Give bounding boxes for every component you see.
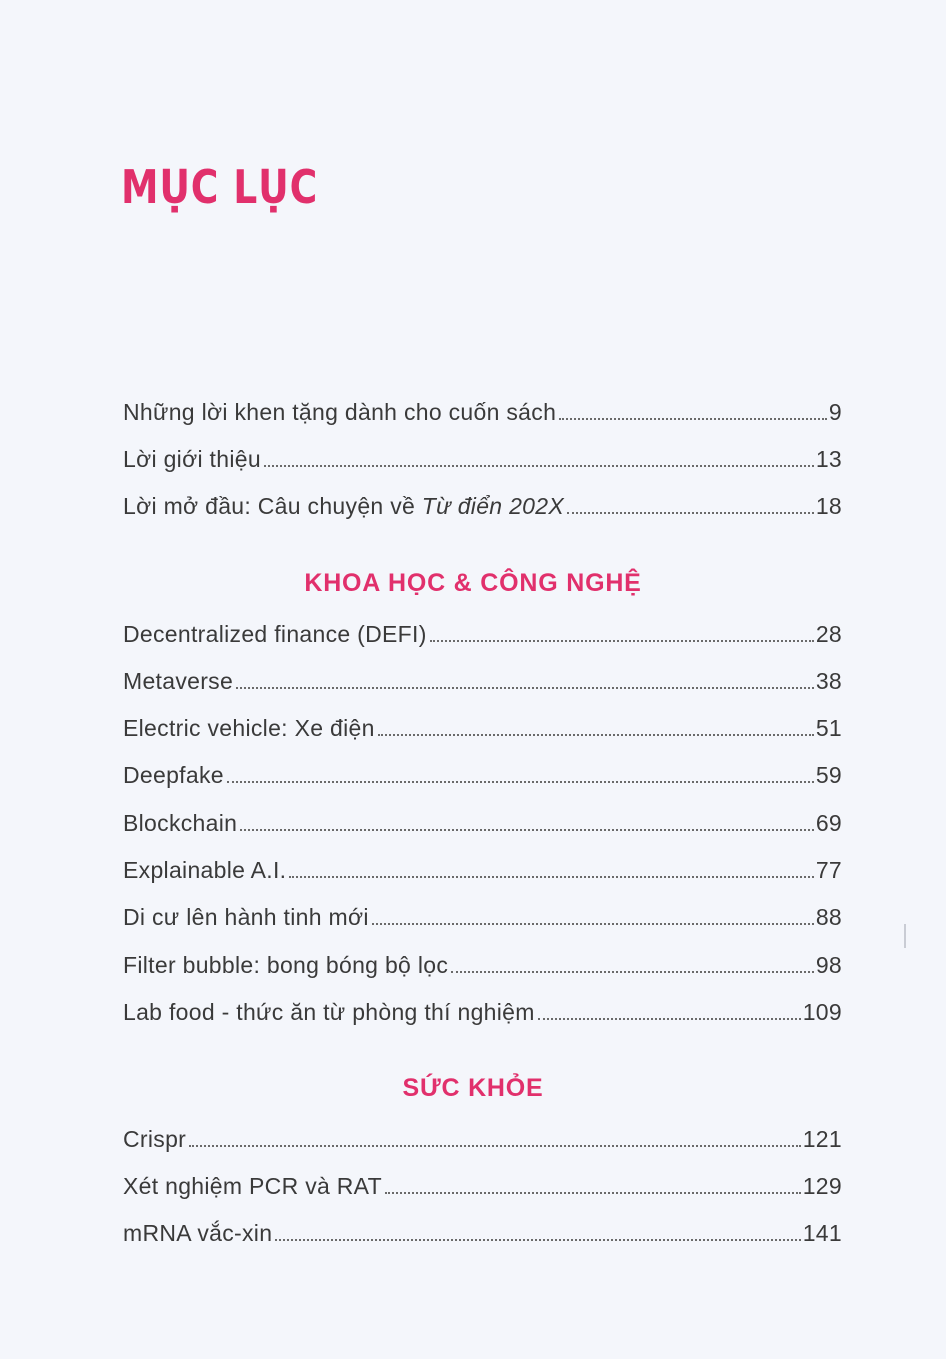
toc-entry[interactable] (123, 619, 842, 649)
toc-entry[interactable] (123, 760, 842, 790)
section-heading-health: SỨC KHỎE (402, 1074, 544, 1102)
toc-entry[interactable] (123, 1124, 842, 1154)
toc-entry-title: mRNA vắc-xin (123, 1220, 273, 1246)
toc-entry-title: Những lời khen tặng dành cho cuốn sách (123, 399, 557, 425)
toc-entry-title: Explainable A.I. (123, 857, 287, 883)
toc-page-number: 141 (802, 1220, 842, 1246)
dot-leader (385, 1192, 801, 1194)
toc-entry[interactable] (123, 950, 842, 980)
toc-page-number: 69 (815, 810, 842, 836)
toc-page-number: 88 (815, 904, 842, 930)
toc-entry-title: Electric vehicle: Xe điện (123, 715, 375, 741)
toc-entry-title: Blockchain (123, 810, 238, 836)
toc-entry-foreword[interactable] (123, 491, 842, 521)
dot-leader (430, 640, 814, 642)
scan-mark (904, 924, 906, 948)
toc-entry-title: Metaverse (123, 668, 234, 694)
dot-leader (538, 1018, 801, 1020)
dot-leader (289, 876, 813, 878)
toc-entry[interactable] (123, 902, 842, 932)
dot-leader (451, 971, 814, 973)
toc-entry-title (123, 491, 564, 521)
dot-leader (567, 512, 814, 514)
toc-page-number: 51 (815, 715, 842, 741)
toc-entry-title: Deepfake (123, 762, 224, 788)
dot-leader (372, 923, 814, 925)
toc-entry[interactable] (123, 808, 842, 838)
toc-entry-title-italic: Từ điển 202X (421, 493, 564, 519)
toc-entry-title: Lab food - thức ăn từ phòng thí nghiệm (123, 999, 535, 1025)
toc-entry-title: Di cư lên hành tinh mới (123, 904, 369, 930)
dot-leader (378, 734, 814, 736)
dot-leader (240, 829, 814, 831)
page-title: MỤC LỤC (121, 160, 319, 214)
dot-leader (189, 1145, 801, 1147)
toc-page-number: 129 (802, 1173, 842, 1199)
toc-page-number: 98 (815, 952, 842, 978)
toc-entry-title: Lời giới thiệu (123, 446, 261, 472)
toc-page-number: 9 (828, 399, 842, 425)
toc-entry-introduction[interactable] (123, 444, 842, 474)
toc-entry[interactable] (123, 1218, 842, 1248)
dot-leader (559, 418, 827, 420)
toc-entry-title: Decentralized finance (DEFI) (123, 621, 427, 647)
toc-page-number: 18 (815, 493, 842, 519)
toc-page-number: 121 (802, 1126, 842, 1152)
section-heading-science-technology: KHOA HỌC & CÔNG NGHỆ (304, 569, 642, 597)
toc-entry[interactable] (123, 997, 842, 1027)
toc-page-number: 59 (815, 762, 842, 788)
toc-page-number: 13 (815, 446, 842, 472)
toc-entry[interactable] (123, 855, 842, 885)
dot-leader (264, 465, 814, 467)
toc-entry-title-prefix: Lời mở đầu: Câu chuyện về (123, 493, 422, 519)
toc-entry-title: Filter bubble: bong bóng bộ lọc (123, 952, 449, 978)
toc-entry-praise[interactable] (123, 397, 842, 427)
dot-leader (227, 781, 814, 783)
toc-page-number: 38 (815, 668, 842, 694)
toc-page-number: 109 (802, 999, 842, 1025)
dot-leader (275, 1239, 800, 1241)
toc-page-number: 77 (815, 857, 842, 883)
toc-page-number: 28 (815, 621, 842, 647)
toc-entry-title: Crispr (123, 1126, 187, 1152)
toc-entry[interactable] (123, 666, 842, 696)
toc-entry[interactable] (123, 713, 842, 743)
dot-leader (236, 687, 814, 689)
toc-entry[interactable] (123, 1171, 842, 1201)
toc-entry-title: Xét nghiệm PCR và RAT (123, 1173, 382, 1199)
